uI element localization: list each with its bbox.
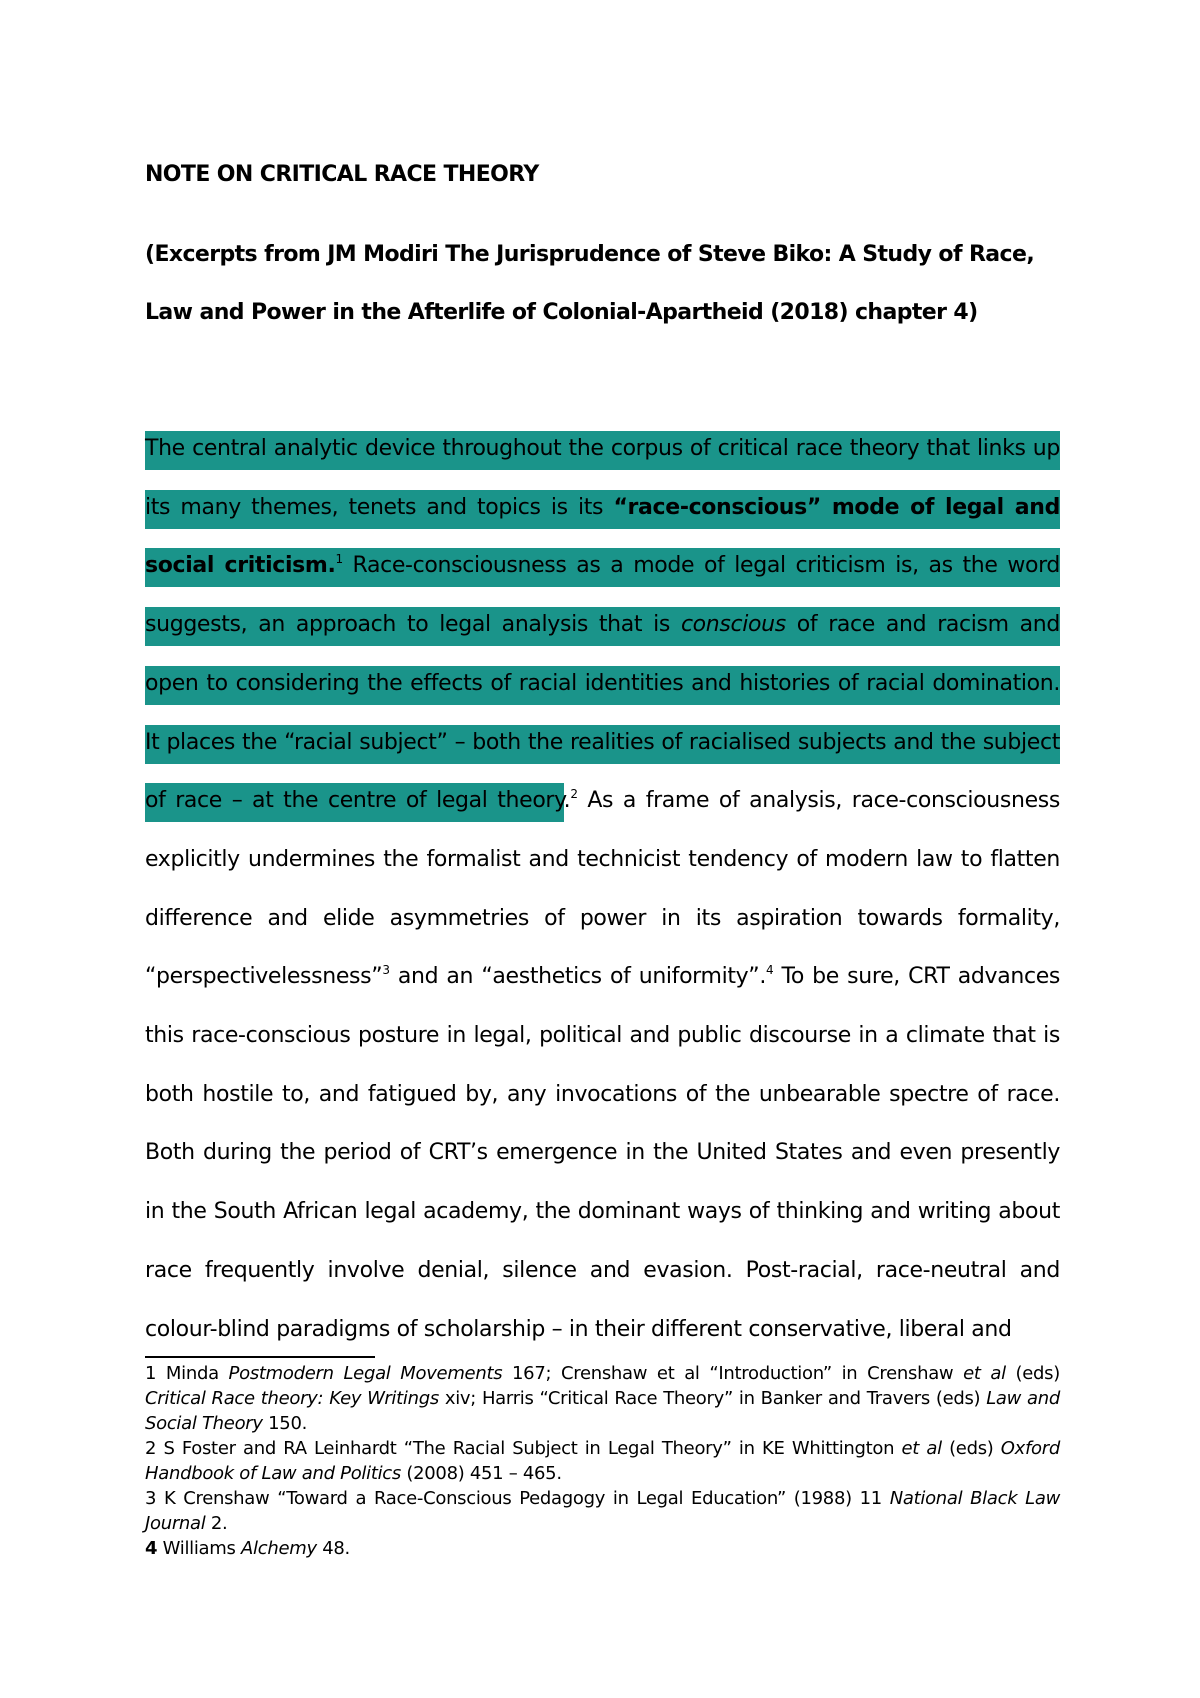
footnote-italic-run: National Black Law Journal (145, 1488, 1061, 1534)
footnote-2-text (145, 1438, 1060, 1484)
footnote-number: 2 (145, 1438, 157, 1459)
footnote-italic-run: Law and Social Theory (145, 1388, 1060, 1434)
footnote-text-run: Minda (156, 1363, 229, 1384)
footnote-text-run: 150. (262, 1413, 308, 1434)
body-segment-d: To be sure, CRT advances this race-conscious posture in legal, political and public discourse in a climate that is both hostile to, and fatigued by, any invocations of the unbearable spectre of race. Both during the period of CRT’s emergence in the United States and even presently in the South African legal academy, the dominant ways of thinking and writing about race frequently involve denial, silence and evasion. Post-racial, race-neutral and colour-blind paradigms of scholarship – in their different conservative, liberal and (145, 964, 1060, 1342)
footnote-divider (145, 1356, 375, 1358)
footnote-italic-run: Oxford Handbook of Law and Politics (145, 1438, 1060, 1484)
document-subtitle: (Excerpts from JM Modiri The Jurisprudence of Steve Biko: A Study of Race, Law and Power in the Afterlife of Colonial-Apartheid (2018) chapter 4) (145, 242, 1035, 325)
body-paragraph (145, 420, 1060, 1359)
footnote-text-run: 48. (316, 1538, 350, 1559)
footnote-text-run: xiv; Harris “Critical Race Theory” in Banker and Travers (eds) (438, 1388, 987, 1409)
footnote-text-run: S Foster and RA Leinhardt “The Racial Subject in Legal Theory” in KE Whittington (156, 1438, 902, 1459)
body-segment-b: As a frame of analysis, race-consciousness explicitly undermines the formalist and technicist tendency of modern law to flatten difference and elide asymmetries of power in its aspiration towards formality, “perspectivelessness” (145, 788, 1060, 990)
footnote-italic-run: et al (901, 1438, 942, 1459)
body-segment-a: . (563, 788, 571, 814)
highlight-segment-e: of race and racism and open to considering the effects of racial identities and histories of racial domination. It places the “racial subject” – both the realities of racialised subjects and the subject of race – at the centre of legal theory (145, 612, 1060, 814)
footnote-ref-3[interactable]: 3 (382, 963, 390, 978)
footnote-1-text (145, 1363, 1060, 1434)
body-segment-c: and an “aesthetics of uniformity”. (389, 964, 766, 990)
highlight-segment-c: Race-consciousness as a mode of legal criticism is, as the word suggests, an approach to legal analysis that is (145, 553, 1060, 638)
footnotes-section (145, 1361, 1060, 1561)
footnote-text-run: 167; Crenshaw et al “Introduction” in Crenshaw (502, 1363, 964, 1384)
footnote-number: 4 (145, 1538, 158, 1559)
highlight-italic-word: conscious (680, 612, 786, 638)
highlighted-text (145, 431, 1060, 822)
footnote-1 (145, 1361, 1060, 1436)
footnote-4-text (157, 1538, 350, 1559)
footnote-italic-run: Postmodern Legal Movements (228, 1363, 503, 1384)
footnote-text-run: (eds) (1005, 1363, 1060, 1384)
footnote-italic-run: et al (963, 1363, 1006, 1384)
footnote-3-text (145, 1488, 1060, 1534)
footnote-number: 3 (145, 1488, 157, 1509)
footnote-italic-run: Critical Race theory: Key Writings (145, 1388, 439, 1409)
footnote-ref-1[interactable]: 1 (335, 552, 343, 567)
footnote-ref-4[interactable]: 4 (765, 963, 774, 978)
footnote-number: 1 (145, 1363, 157, 1384)
footnote-text-run: Williams (157, 1538, 242, 1559)
footnote-italic-run: Alchemy (241, 1538, 317, 1559)
footnote-text-run: 2. (205, 1513, 228, 1534)
footnote-text-run: (2008) 451 – 465. (400, 1463, 562, 1484)
footnote-3 (145, 1486, 1060, 1536)
footnote-4 (145, 1536, 1060, 1561)
footnote-2 (145, 1436, 1060, 1486)
footnote-text-run: (eds) (941, 1438, 1001, 1459)
footnote-ref-2[interactable]: 2 (570, 787, 578, 802)
highlight-bold-phrase: “race-conscious” mode of legal and social criticism. (145, 494, 1060, 579)
highlight-segment-a: The central analytic device throughout the corpus of critical race theory that links up its many themes, tenets and topics is its (145, 436, 1060, 520)
footnote-text-run: K Crenshaw “Toward a Race-Conscious Pedagogy in Legal Education” (1988) 11 (156, 1488, 890, 1509)
document-title: NOTE ON CRITICAL RACE THEORY (145, 162, 539, 187)
